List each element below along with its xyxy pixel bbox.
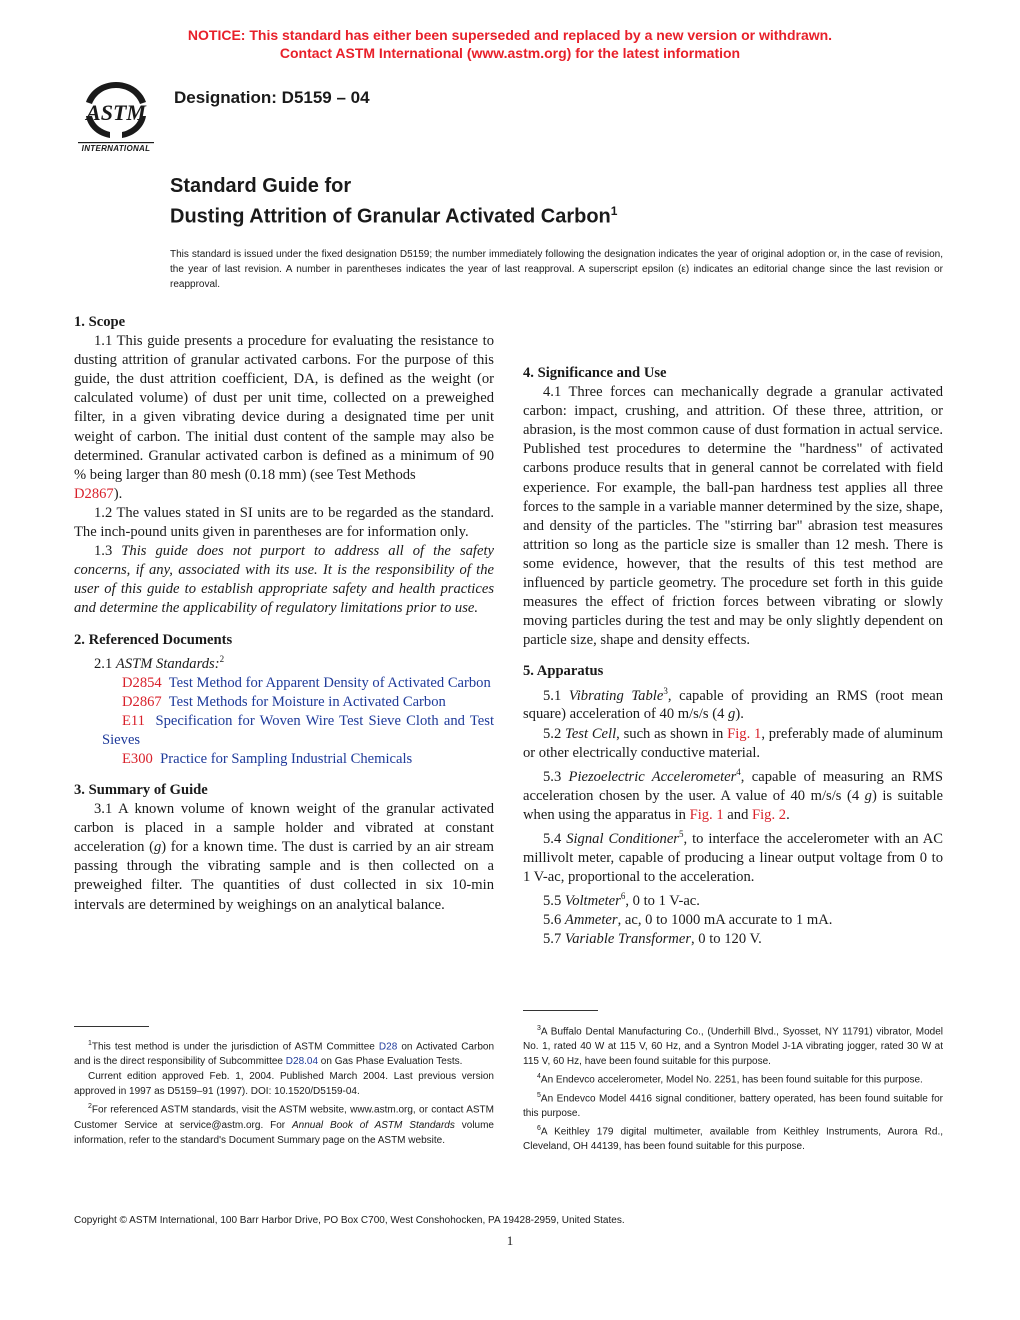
ref-code[interactable]: D2867	[122, 693, 162, 710]
fn-text: on Gas Phase Evaluation Tests.	[318, 1056, 463, 1068]
fn-num: 3	[537, 1025, 541, 1032]
para-5-1	[523, 682, 943, 725]
ref-code[interactable]: E11	[122, 712, 145, 729]
text: and	[723, 806, 753, 823]
copyright: Copyright © ASTM International, 100 Barr Harbor Drive, PO Box C700, West Conshohocken, PA 19428-2959, United States.	[74, 1215, 625, 1226]
text: , to interface the accelerometer with an AC millivolt meter, capable of producing a linear output voltage from 0 to 1 V-ac, proportional to the acceleration.	[523, 830, 943, 885]
notice-line-1: NOTICE: This standard has either been superseded and replaced by a new version or withdrawn.	[187, 27, 833, 43]
link-fig-1[interactable]: Fig. 1	[727, 725, 762, 742]
num: 5.5	[543, 892, 562, 909]
ref-title[interactable]: Practice for Sampling Industrial Chemicals	[160, 750, 413, 767]
sup: 4	[736, 766, 741, 777]
text: , ac, 0 to 1000 mA accurate to 1 mA.	[617, 911, 833, 928]
title-line-1: Standard Guide for	[170, 175, 352, 197]
end: .	[786, 806, 790, 823]
fn-num: 5	[537, 1091, 541, 1099]
fn-text: A Keithley 179 digital multimeter, available from Keithley Instruments, Aurora Rd., Cleveland, OH 44139, has been found suitable for this purpose.	[523, 1126, 943, 1153]
notice-banner	[0, 26, 1020, 62]
ref-code[interactable]: E300	[122, 750, 153, 767]
footnote-5	[523, 1088, 943, 1121]
fn-num: 2	[88, 1103, 92, 1111]
term: Ammeter	[564, 911, 618, 928]
fn-num: 1	[88, 1040, 92, 1047]
fn-text: An Endevco accelerometer, Model No. 2251, has been found suitable for this purpose.	[540, 1074, 923, 1086]
footnote-6	[523, 1121, 943, 1154]
sup: 3	[663, 685, 668, 696]
fn-num: 6	[537, 1124, 541, 1132]
text: ) is suitable when using the apparatus in	[523, 787, 943, 823]
footnote-rule-left	[74, 1026, 149, 1027]
link-d2867[interactable]: D2867	[74, 485, 114, 502]
num: 5.4	[543, 830, 562, 847]
ref-item[interactable]	[74, 712, 494, 750]
footnote-4	[523, 1069, 943, 1087]
footnotes-left	[74, 1036, 494, 1148]
link-fig-2[interactable]: Fig. 2	[752, 806, 787, 823]
left-column	[74, 313, 494, 915]
para-5-3	[523, 763, 943, 825]
para-5-4	[523, 825, 943, 887]
footnotes-right	[523, 1021, 943, 1154]
text: , preferably made of aluminum or other electrically conductive material.	[523, 725, 944, 761]
para-3-1	[74, 800, 494, 915]
section-2-heading: 2. Referenced Documents	[74, 631, 233, 648]
ref-item[interactable]	[74, 750, 494, 769]
num: 5.7	[543, 931, 562, 948]
para-1-1	[74, 332, 494, 504]
sup: 5	[679, 828, 684, 839]
para-4-1: 4.1 Three forces can mechanically degrade a granular activated carbon: impact, crushing, and attrition. Of these three, attrition, or abrasion, is the most common cause of dust formation in actual service. Published test procedures to determine the "hardness" of activated carbons produce results that in general cannot be correlated with field experience. For example, the ball-pan hardness test applies all three forces to the sample in a variable manner determined by the size, shape, and density of the particles. The "stirring bar" abrasion test measures attrition so long as the particle size is smaller than 12 mesh. There is some evidence, however, that the results of this test method are influenced by particle geometry. The procedure set forth in this guide measures the effect of friction forces between vibrating or slowly moving particles during the test and may be only slightly dependent on particle size, shape and density effects.	[523, 384, 943, 649]
para-2-1-sup: 2	[219, 653, 225, 664]
footnote-1-edition: Current edition approved Feb. 1, 2004. Published March 2004. Last previous version approved in 1997 as D5159–91 (1997). DOI: 10.1520/D5159-04.	[74, 1071, 494, 1098]
para-1-3	[74, 542, 494, 618]
fn-text: A Buffalo Dental Manufacturing Co., (Underhill Blvd., Syosset, NY 11791) vibrator, Model No. 1, rated 40 W at 115 V, 60 Hz, and a Syntron Model J-1A vibrating jogger, rated 30 W at 115 V, 60 Hz, have been found suitable for this purpose.	[523, 1026, 943, 1068]
link-d28-04[interactable]: D28.04	[285, 1056, 319, 1068]
term: Voltmeter	[564, 892, 621, 909]
link-d28[interactable]: D28	[378, 1041, 398, 1053]
page-number: 1	[506, 1233, 514, 1248]
num: 5.1	[543, 687, 562, 704]
text: , 0 to 120 V.	[691, 931, 762, 948]
para-3-1-g: g	[153, 839, 162, 856]
para-2-1-text: ASTM Standards:	[115, 655, 220, 672]
num: 5.6	[543, 911, 562, 928]
section-4-heading-main: 4. Significance and Use	[523, 365, 667, 381]
para-5-5	[523, 887, 943, 911]
ref-title[interactable]: Test Methods for Moisture in Activated Carbon	[168, 693, 446, 710]
para-3-1-text-a: 3.1 A known volume of known weight of the granular activated carbon is placed in a sample holder and vibrated at constant acceleration (	[74, 801, 494, 856]
designation: Designation: D5159 – 04	[174, 88, 370, 107]
ref-title[interactable]: Specification for Woven Wire Test Sieve Cloth and Test Sieves	[102, 712, 495, 748]
para-3-1-text-b: ) for a known time. The dust is carried by an air stream passing through the vibrating sample and is then collected on a preweighed filter. The quantities of dust collected in six 10-min intervals are determined by weighings on an analytical balance.	[74, 839, 494, 913]
term: Signal Conditioner	[566, 830, 679, 847]
fn-text: volume information, refer to the standard's Document Summary page on the ASTM website.	[74, 1119, 494, 1146]
num: 5.2	[543, 725, 562, 742]
footnote-2	[74, 1099, 494, 1147]
ref-title[interactable]: Test Method for Apparent Density of Activated Carbon	[168, 674, 491, 691]
fn-italic: Annual Book of ASTM Standards	[292, 1119, 455, 1131]
right-column-body	[523, 364, 943, 949]
svg-text:INTERNATIONAL: INTERNATIONAL	[81, 144, 151, 153]
para-5-6	[523, 911, 943, 930]
footnote-rule-right	[523, 1010, 598, 1011]
fn-text: An Endevco Model 4416 signal conditioner, battery operated, has been found suitable for this purpose.	[523, 1092, 943, 1119]
para-1-1-end: ).	[113, 485, 123, 502]
svg-text:ASTM: ASTM	[86, 100, 146, 125]
section-5-heading: 5. Apparatus	[523, 663, 604, 680]
term: Test Cell	[565, 725, 617, 742]
text: , capable of measuring an RMS acceleration chosen by the user. A value of 40 m/s/s (4	[523, 768, 943, 804]
para-2-1-num: 2.1	[94, 655, 113, 672]
fn-num: 4	[537, 1073, 541, 1081]
para-5-7	[523, 930, 943, 949]
footnote-3	[523, 1021, 943, 1069]
para-2-1	[74, 650, 494, 674]
text: , 0 to 1 V-ac.	[625, 892, 700, 909]
link-fig-1[interactable]: Fig. 1	[689, 806, 724, 823]
title-line-2	[170, 199, 617, 230]
para-1-3-num: 1.3	[94, 543, 113, 560]
footnote-1	[74, 1036, 494, 1069]
term: Piezoelectric Accelerometer	[568, 768, 737, 785]
issued-note: This standard is issued under the fixed designation D5159; the number immediately following the designation indicates the year of original adoption or, in the case of revision, the year of last revision. A number in parentheses indicates the year of last reapproval. A superscript epsilon (ε) indicates an editorial change since the last revision or reapproval.	[170, 249, 943, 290]
document-title	[170, 174, 617, 230]
para-1-1-text: 1.1 This guide presents a procedure for evaluating the resistance to dusting attrition of granular activated carbons. For the purpose of this guide, the dust attrition coefficient, DA, is defined as the weight (or calculated volume) of dust per unit time, collected on a preweighed filter, in a given vibrating device during a designated time per unit weight of carbon. The initial dust content of the sample may also be determined. Granular activated carbon is defined as a minimum of 90 % being larger than 80 mesh (0.18 mm) (see Test Methods	[74, 333, 494, 483]
sup: 6	[620, 891, 626, 902]
text: , such as shown in	[616, 725, 728, 742]
text: , capable of providing an RMS (root mean square) acceleration of 40 m/s/s (4	[523, 687, 943, 723]
ref-item[interactable]	[74, 674, 494, 693]
section-1-heading: 1. Scope	[74, 314, 126, 330]
ref-item[interactable]	[74, 693, 494, 712]
g: g	[728, 706, 736, 723]
para-1-3-text: This guide does not purport to address all of the safety concerns, if any, associated with its use. It is the responsibility of the user of this guide to establish appropriate safety and health practices and determine the applicability of regulatory limitations prior to use.	[74, 543, 494, 617]
fn-text: For referenced ASTM standards, visit the ASTM website, www.astm.org, or contact ASTM Customer Service at service@astm.org. For	[74, 1104, 494, 1131]
term: Vibrating Table	[568, 687, 664, 704]
title-text: Dusting Attrition of Granular Activated Carbon	[170, 205, 611, 228]
term: Variable Transformer	[564, 931, 691, 948]
num: 5.3	[543, 768, 562, 785]
g: g	[864, 787, 872, 804]
para-1-2: 1.2 The values stated in SI units are to be regarded as the standard. The inch-pound units given in parentheses are for information only.	[74, 504, 494, 541]
para-5-2	[523, 725, 943, 763]
title-footnote-ref: 1	[610, 204, 618, 218]
section-3-heading: 3. Summary of Guide	[74, 782, 208, 799]
ref-code[interactable]: D2854	[122, 674, 162, 691]
fn-text: on Activated Carbon and is the direct responsibility of Subcommittee	[74, 1041, 495, 1068]
notice-line-2: Contact ASTM International (www.astm.org) for the latest information	[279, 45, 741, 61]
astm-logo-icon	[70, 76, 162, 154]
fn-text: This test method is under the jurisdiction of ASTM Committee	[91, 1041, 379, 1053]
end: ).	[735, 706, 744, 723]
